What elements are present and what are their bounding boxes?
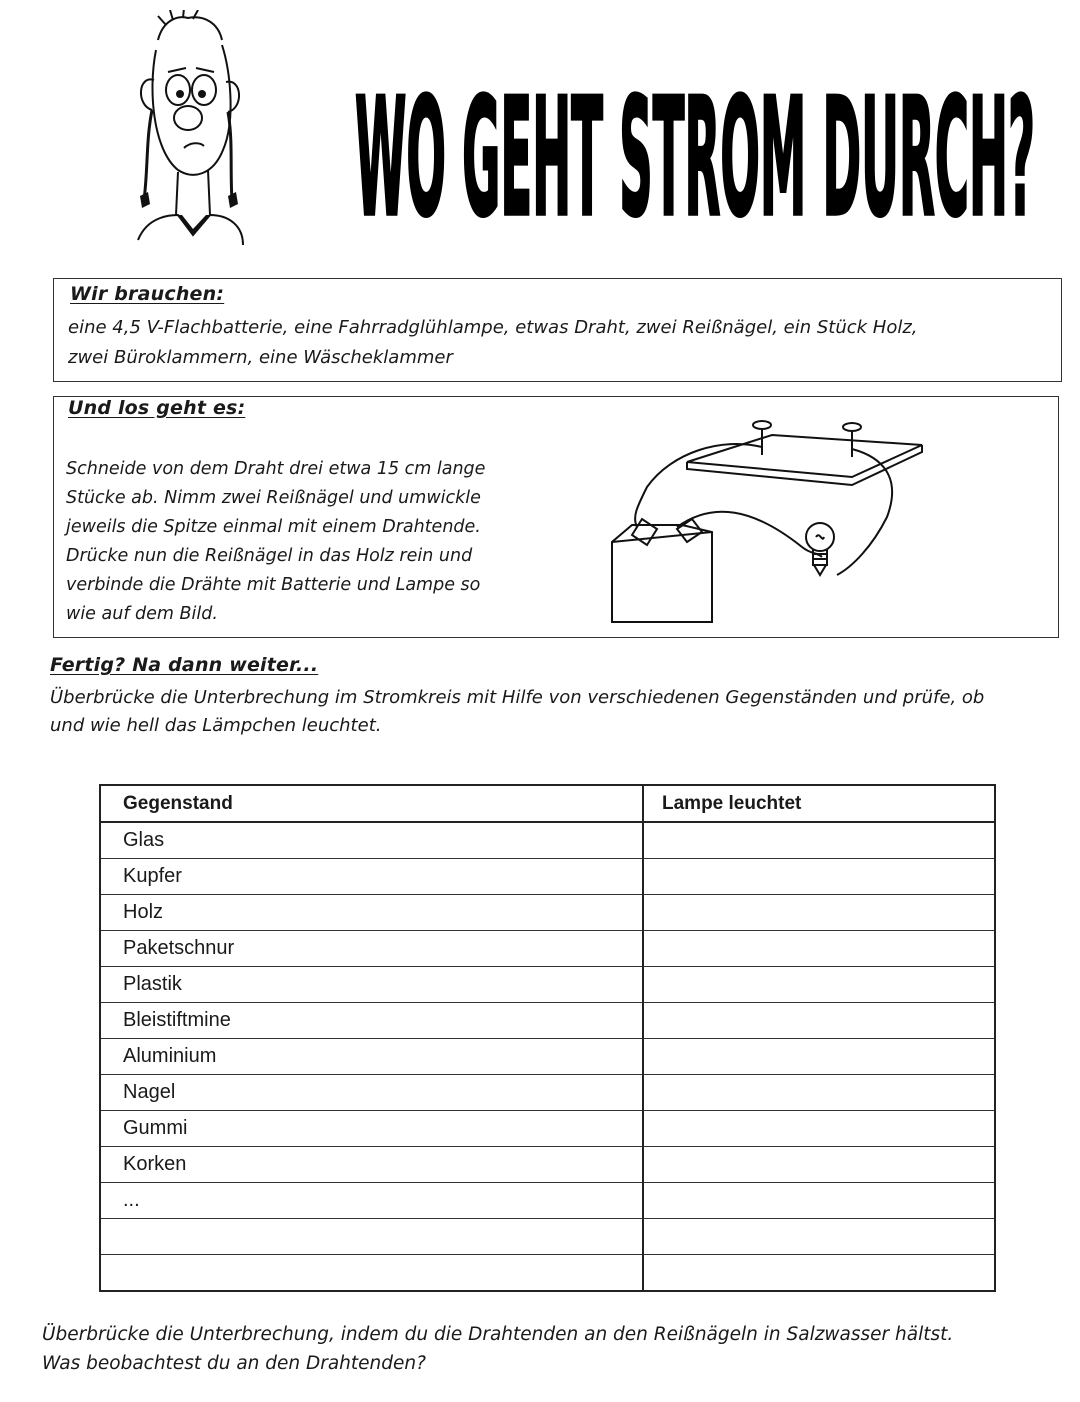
- instructions-heading: Und los geht es:: [68, 397, 246, 419]
- girl-illustration: [118, 10, 248, 250]
- materials-line: zwei Büroklammern, eine Wäscheklammer: [68, 347, 453, 368]
- instructions-box: [53, 396, 1059, 638]
- answer-cell[interactable]: [643, 1039, 995, 1075]
- object-cell: Korken: [100, 1147, 643, 1183]
- table-row: [100, 1183, 995, 1219]
- table-row: [100, 822, 995, 859]
- object-cell: Paketschnur: [100, 931, 643, 967]
- further-text: [50, 684, 1060, 740]
- closing-text: [42, 1320, 1062, 1378]
- answer-cell[interactable]: [643, 1003, 995, 1039]
- table-row: [100, 1219, 995, 1255]
- closing-line: Überbrücke die Unterbrechung, indem du die Drahtenden an den Reißnägeln in Salzwasser hältst.: [42, 1324, 954, 1345]
- column-header-lamp: Lampe leuchtet: [643, 785, 995, 822]
- answer-cell[interactable]: [643, 1075, 995, 1111]
- answer-cell[interactable]: [643, 1219, 995, 1255]
- table-row: [100, 967, 995, 1003]
- further-heading: Fertig? Na dann weiter...: [50, 654, 319, 676]
- answer-cell[interactable]: [643, 967, 995, 1003]
- table-header-row: [100, 785, 995, 822]
- table-row: [100, 1255, 995, 1292]
- object-cell: Aluminium: [100, 1039, 643, 1075]
- table-row: [100, 1075, 995, 1111]
- svg-text:WO GEHT STROM DURCH?: WO GEHT STROM DURCH?: [355, 63, 1035, 253]
- object-cell[interactable]: [100, 1255, 643, 1292]
- object-cell: ...: [100, 1183, 643, 1219]
- further-line: und wie hell das Lämpchen leuchtet.: [50, 715, 382, 736]
- instruction-line: Stücke ab. Nimm zwei Reißnägel und umwickle: [66, 488, 481, 508]
- answer-cell[interactable]: [643, 859, 995, 895]
- instructions-text: [66, 455, 546, 629]
- object-cell: Nagel: [100, 1075, 643, 1111]
- further-line: Überbrücke die Unterbrechung im Stromkreis mit Hilfe von verschiedenen Gegenständen und prüfe, ob: [50, 687, 985, 708]
- materials-line: eine 4,5 V-Flachbatterie, eine Fahrradglühlampe, etwas Draht, zwei Reißnägel, ein Stück Holz,: [68, 317, 918, 338]
- object-cell: Bleistiftmine: [100, 1003, 643, 1039]
- table-row: [100, 931, 995, 967]
- circuit-illustration: [602, 407, 942, 627]
- object-cell: Plastik: [100, 967, 643, 1003]
- materials-box: [53, 278, 1062, 382]
- instruction-line: Schneide von dem Draht drei etwa 15 cm lange: [66, 459, 486, 479]
- answer-cell[interactable]: [643, 822, 995, 859]
- object-cell: Gummi: [100, 1111, 643, 1147]
- instruction-line: wie auf dem Bild.: [66, 604, 218, 624]
- object-cell: Kupfer: [100, 859, 643, 895]
- answer-cell[interactable]: [643, 895, 995, 931]
- object-cell: Glas: [100, 822, 643, 859]
- answer-cell[interactable]: [643, 1147, 995, 1183]
- instruction-line: jeweils die Spitze einmal mit einem Drahtende.: [66, 517, 481, 537]
- table-row: [100, 1003, 995, 1039]
- table-row: [100, 1039, 995, 1075]
- instruction-line: Drücke nun die Reißnägel in das Holz rein und: [66, 546, 473, 566]
- table-row: [100, 895, 995, 931]
- object-cell: Holz: [100, 895, 643, 931]
- answer-cell[interactable]: [643, 1183, 995, 1219]
- object-cell[interactable]: [100, 1219, 643, 1255]
- table-row: [100, 1147, 995, 1183]
- instruction-line: verbinde die Drähte mit Batterie und Lampe so: [66, 575, 481, 595]
- page-title: [350, 22, 1040, 262]
- table-row: [100, 859, 995, 895]
- column-header-object: Gegenstand: [100, 785, 643, 822]
- closing-line: Was beobachtest du an den Drahtenden?: [42, 1353, 426, 1374]
- answer-cell[interactable]: [643, 1255, 995, 1292]
- answer-cell[interactable]: [643, 1111, 995, 1147]
- answer-cell[interactable]: [643, 931, 995, 967]
- results-table: [99, 784, 996, 1284]
- materials-text: [68, 313, 1048, 373]
- materials-heading: Wir brauchen:: [70, 283, 225, 305]
- table-row: [100, 1111, 995, 1147]
